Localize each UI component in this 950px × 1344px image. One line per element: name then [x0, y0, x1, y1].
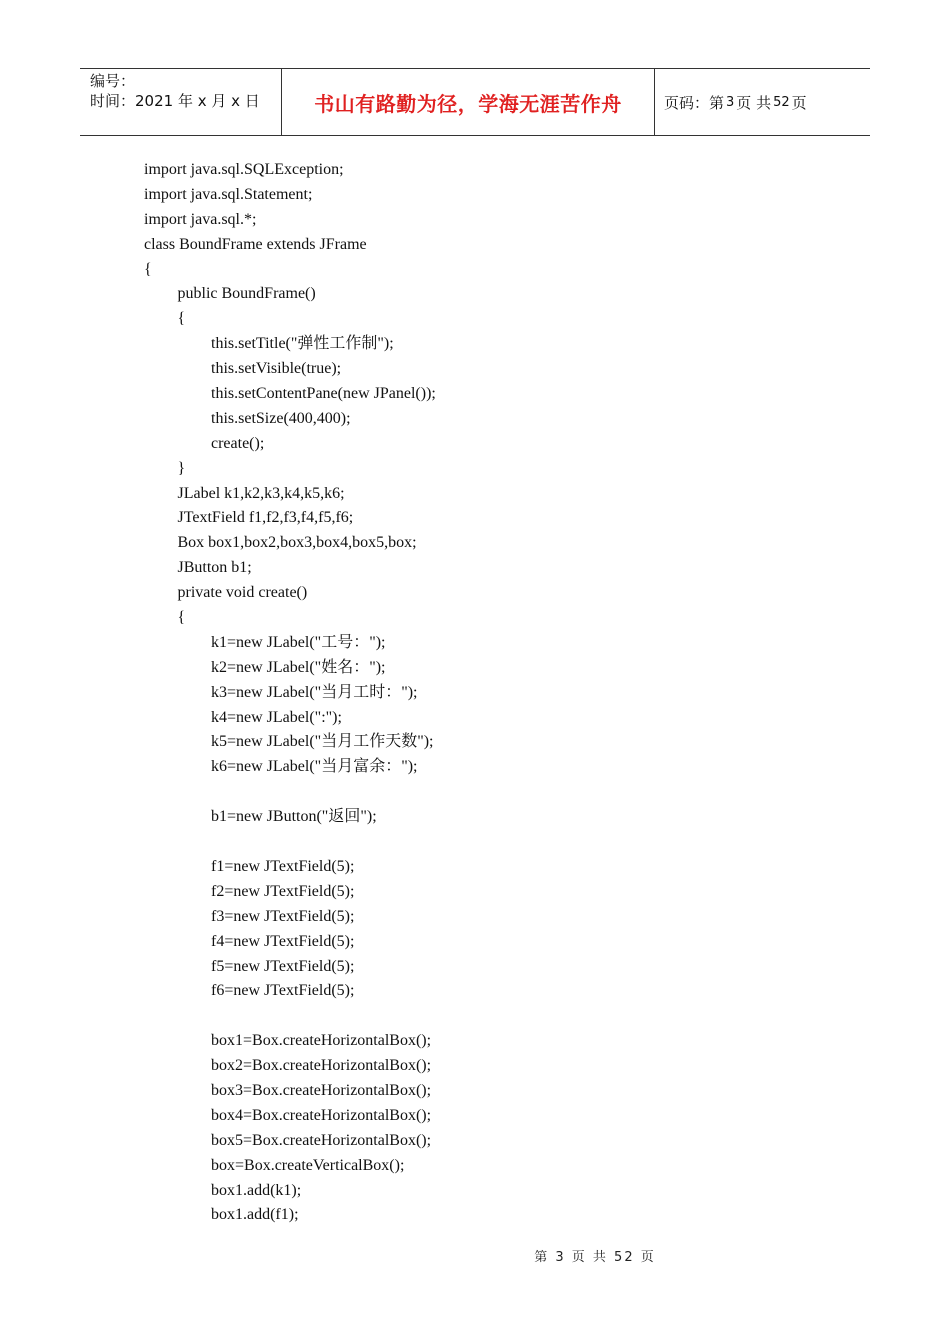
- code-line: this.setSize(400,400);: [211, 409, 351, 427]
- page-total: 52: [773, 94, 790, 110]
- code-line: JLabel k1,k2,k3,k4,k5,k6;: [177, 484, 345, 502]
- code-line: this.setTitle("弹性工作制");: [211, 335, 394, 353]
- code-line: box1=Box.createHorizontalBox();: [211, 1032, 432, 1050]
- header-page-cell: [655, 69, 870, 135]
- motto-text: 书山有路勤为径，学海无涯苦作舟: [314, 91, 622, 116]
- code-line: k2=new JLabel("姓名：");: [211, 658, 386, 676]
- code-line: k4=new JLabel(":");: [211, 708, 342, 726]
- header-motto-cell: [281, 69, 655, 135]
- code-line: JTextField f1,f2,f3,f4,f5,f6;: [177, 509, 354, 527]
- code-line: box1.add(f1);: [211, 1206, 299, 1224]
- code-line: box3=Box.createHorizontalBox();: [211, 1081, 432, 1099]
- page-current: 3: [726, 94, 735, 110]
- code-line: k5=new JLabel("当月工作天数");: [211, 733, 434, 751]
- code-listing: [144, 158, 864, 1228]
- code-line: box2=Box.createHorizontalBox();: [211, 1057, 432, 1075]
- code-line: [144, 830, 864, 855]
- code-line: public BoundFrame(): [177, 285, 316, 303]
- code-line: k1=new JLabel("工号：");: [211, 633, 386, 651]
- page-header: [80, 68, 870, 136]
- code-line: Box box1,box2,box3,box4,box5,box;: [177, 534, 417, 552]
- code-line: import java.sql.Statement;: [144, 185, 313, 203]
- code-line: create();: [211, 434, 265, 452]
- code-line: {: [177, 310, 186, 328]
- code-line: f6=new JTextField(5);: [211, 982, 355, 1000]
- code-line: {: [144, 260, 152, 278]
- code-line: JButton b1;: [177, 559, 252, 577]
- code-line: [144, 780, 864, 805]
- date-label: 时间：2021 年 x 月 x 日: [90, 92, 260, 110]
- code-line: [144, 1004, 864, 1029]
- code-line: {: [177, 609, 186, 627]
- code-line: }: [177, 459, 186, 477]
- code-line: box1.add(k1);: [211, 1181, 302, 1199]
- page-prefix: 页码：第: [664, 93, 725, 112]
- code-line: box5=Box.createHorizontalBox();: [211, 1131, 432, 1149]
- page-middle: 页 共: [736, 93, 772, 112]
- code-line: f2=new JTextField(5);: [211, 882, 355, 900]
- page-suffix: 页: [791, 93, 807, 112]
- code-line: class BoundFrame extends JFrame: [144, 235, 367, 253]
- code-line: f1=new JTextField(5);: [211, 857, 355, 875]
- code-line: k3=new JLabel("当月工时：");: [211, 683, 418, 701]
- code-line: import java.sql.SQLException;: [144, 161, 344, 178]
- code-line: this.setVisible(true);: [211, 360, 342, 378]
- serial-number-label: 编号：: [90, 72, 136, 90]
- code-line: box=Box.createVerticalBox();: [211, 1156, 405, 1174]
- code-line: private void create(): [177, 584, 308, 602]
- page-footer: 第 3 页 共 52 页: [534, 1250, 656, 1265]
- code-line: import java.sql.*;: [144, 210, 257, 228]
- code-line: b1=new JButton("返回");: [211, 808, 377, 826]
- code-line: f5=new JTextField(5);: [211, 957, 355, 975]
- header-meta-cell: [80, 69, 281, 135]
- code-line: f4=new JTextField(5);: [211, 932, 355, 950]
- code-line: k6=new JLabel("当月富余：");: [211, 758, 418, 776]
- code-line: box4=Box.createHorizontalBox();: [211, 1106, 432, 1124]
- code-line: f3=new JTextField(5);: [211, 907, 355, 925]
- code-line: this.setContentPane(new JPanel());: [211, 385, 436, 403]
